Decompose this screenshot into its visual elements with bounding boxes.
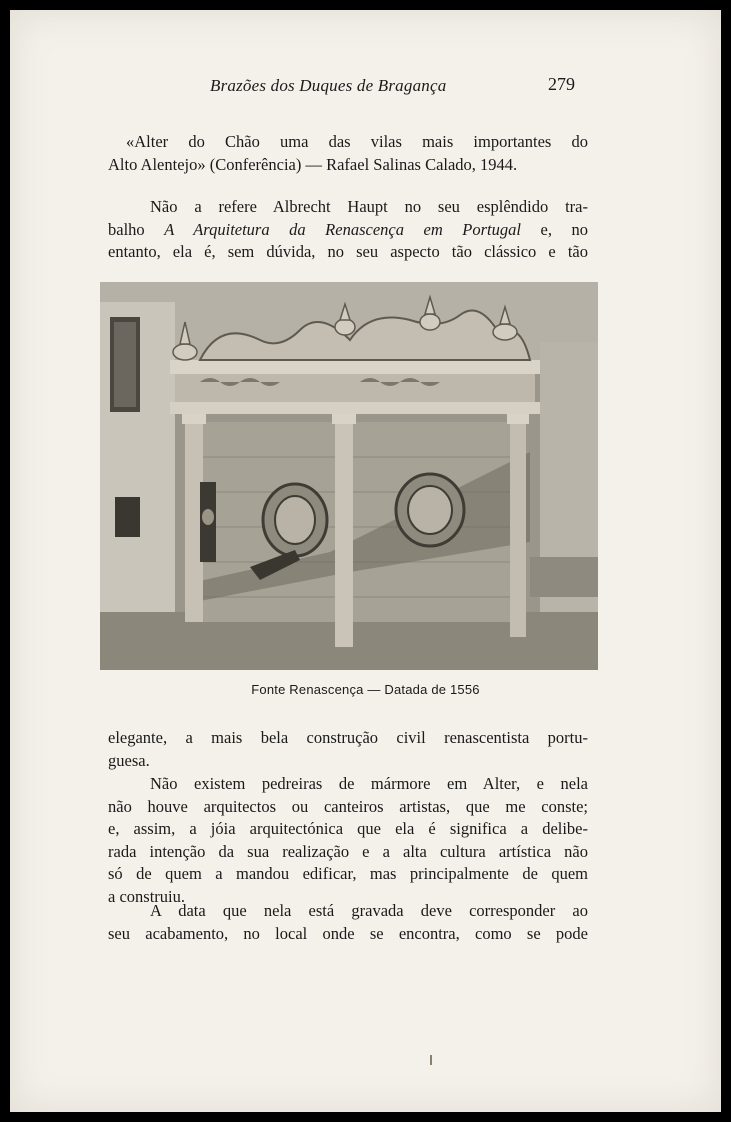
quote-line: Alto Alentejo» (Conferência) — Rafael Salinas Calado, 1944.	[108, 154, 518, 174]
paragraph-line: Não existem pedreiras de mármore em Alter, e nela	[150, 774, 588, 793]
paragraph-4	[108, 900, 588, 945]
paragraph-line: balho A Arquitetura da Renascença em Portugal e, no	[108, 219, 588, 239]
quote-line: «Alter do Chão uma das vilas mais importantes do	[126, 132, 588, 151]
paragraph-3	[108, 773, 588, 908]
paragraph-line: elegante, a mais bela construção civil renascentista portu-	[108, 728, 588, 747]
scan-mark	[430, 1055, 432, 1065]
paragraph-line: rada intenção da sua realização e a alta cultura artística não	[108, 841, 588, 861]
paragraph-line: seu acabamento, no local onde se encontra, como se pode	[108, 923, 588, 943]
book-page	[10, 10, 721, 1112]
paragraph-line: A data que nela está gravada deve corresponder ao	[150, 901, 588, 920]
paragraph-line: só de quem a mandou edificar, mas principalmente de quem	[108, 864, 588, 883]
figure-caption: Fonte Renascença — Datada de 1556	[251, 682, 480, 697]
fountain-photograph	[100, 282, 598, 670]
paragraph-line: a construiu.	[108, 886, 185, 906]
paragraph-line: e, assim, a jóia arquitectónica que ela é significa a delibe-	[108, 819, 588, 838]
paragraph-line: guesa.	[108, 750, 150, 770]
fountain-illustration	[100, 282, 598, 670]
paragraph-2	[108, 727, 588, 772]
paragraph-line: não houve arquitectos ou canteiros artistas, que me conste;	[108, 796, 588, 816]
epigraph-quote	[108, 131, 588, 176]
paragraph-line: Não a refere Albrecht Haupt no seu esplêndido tra-	[150, 197, 588, 216]
paragraph-1	[108, 196, 588, 264]
paragraph-line: entanto, ela é, sem dúvida, no seu aspecto tão clássico e tão	[108, 242, 588, 261]
page-number: 279	[548, 74, 575, 94]
running-title: Brazões dos Duques de Bragança	[210, 76, 447, 95]
